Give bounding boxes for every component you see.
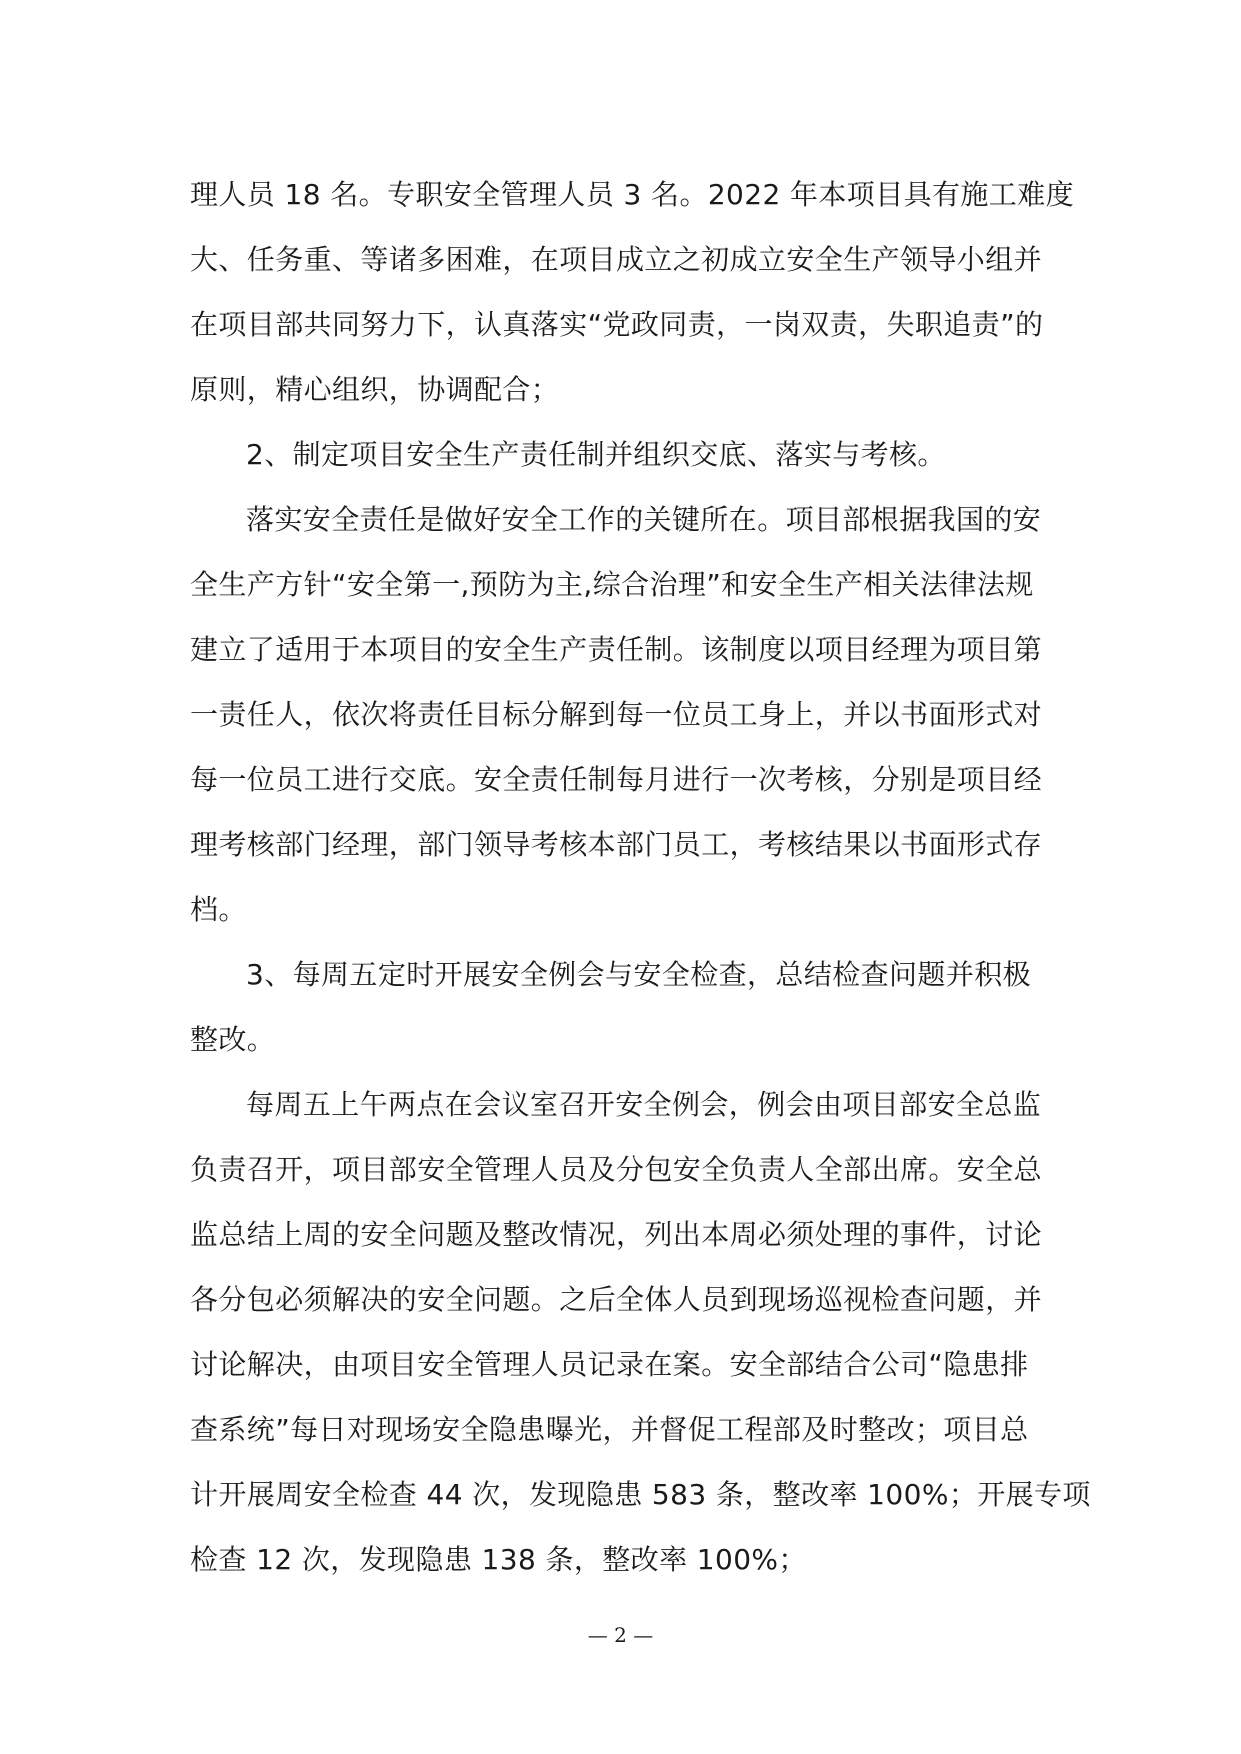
body-text bbox=[190, 162, 1091, 1592]
text-line: 落实安全责任是做好安全工作的关键所在。项目部根据我国的安 bbox=[246, 503, 1042, 536]
section-heading: 2、制定项目安全生产责任制并组织交底、落实与考核。 bbox=[246, 438, 946, 471]
text-line: 建立了适用于本项目的安全生产责任制。该制度以项目经理为项目第 bbox=[190, 633, 1043, 666]
text-line: 各分包必须解决的安全问题。之后全体人员到现场巡视检查问题，并 bbox=[190, 1283, 1043, 1316]
text-line: 大、任务重、等诸多困难，在项目成立之初成立安全生产领导小组并 bbox=[190, 243, 1043, 276]
text-line: 整改。 bbox=[190, 1023, 276, 1056]
section-heading: 3、每周五定时开展安全例会与安全检查，总结检查问题并积极 bbox=[246, 958, 1032, 991]
text-line: 负责召开，项目部安全管理人员及分包安全负责人全部出席。安全总 bbox=[190, 1153, 1043, 1186]
page-number: — 2 — bbox=[587, 1623, 654, 1647]
text-line: 计开展周安全检查 44 次，发现隐患 583 条，整改率 100%；开展专项 bbox=[190, 1478, 1091, 1511]
text-line: 原则，精心组织，协调配合； bbox=[190, 373, 560, 406]
text-line: 检查 12 次，发现隐患 138 条，整改率 100%； bbox=[190, 1543, 807, 1576]
text-line: 理考核部门经理，部门领导考核本部门员工，考核结果以书面形式存 bbox=[190, 828, 1043, 861]
text-line: 一责任人，依次将责任目标分解到每一位员工身上，并以书面形式对 bbox=[190, 698, 1043, 731]
text-line: 档。 bbox=[190, 893, 247, 926]
text-line: 理人员 18 名。专职安全管理人员 3 名。2022 年本项目具有施工难度 bbox=[190, 178, 1075, 211]
text-line: 监总结上周的安全问题及整改情况，列出本周必须处理的事件，讨论 bbox=[190, 1218, 1043, 1251]
text-line: 每周五上午两点在会议室召开安全例会，例会由项目部安全总监 bbox=[246, 1088, 1042, 1121]
text-line: 全生产方针“安全第一,预防为主,综合治理”和安全生产相关法律法规 bbox=[190, 568, 1034, 601]
text-line: 讨论解决，由项目安全管理人员记录在案。安全部结合公司“隐患排 bbox=[190, 1348, 1029, 1381]
text-line: 在项目部共同努力下，认真落实“党政同责，一岗双责，失职追责”的 bbox=[190, 308, 1044, 341]
text-line: 查系统”每日对现场安全隐患曝光，并督促工程部及时整改；项目总 bbox=[190, 1413, 1029, 1446]
text-line: 每一位员工进行交底。安全责任制每月进行一次考核，分别是项目经 bbox=[190, 763, 1043, 796]
